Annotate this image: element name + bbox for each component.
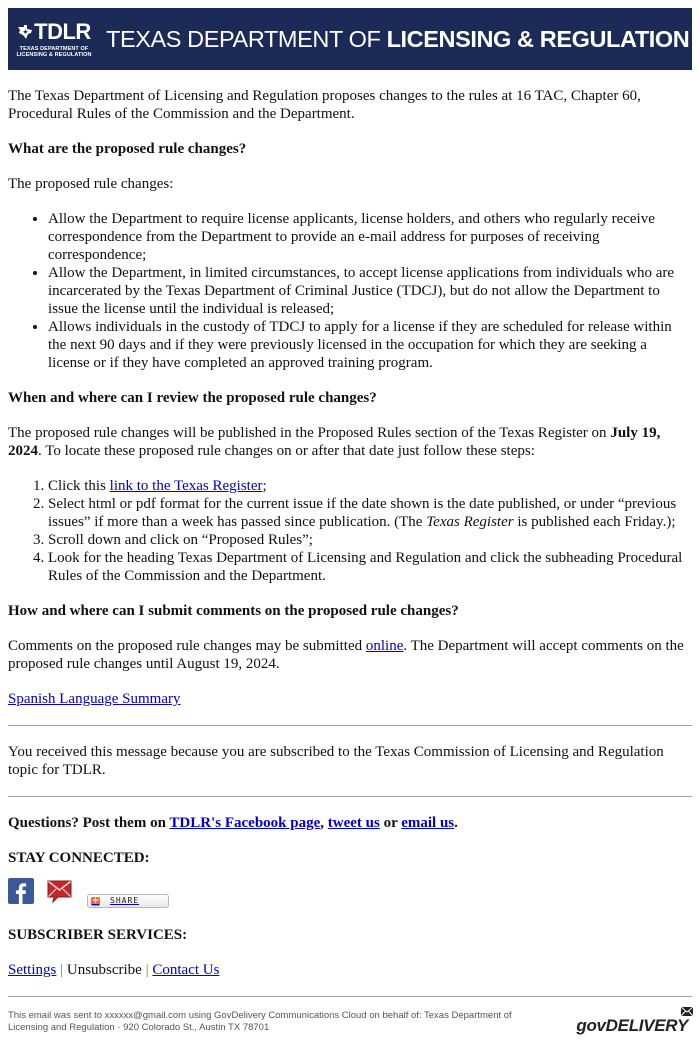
step2-italic: Texas Register bbox=[426, 514, 514, 530]
step-item bbox=[48, 477, 692, 495]
settings-link[interactable]: Settings bbox=[8, 962, 57, 978]
separator: | bbox=[141, 962, 153, 978]
banner-title-bold: LICENSING & REGULATION bbox=[386, 26, 690, 52]
texas-star-icon bbox=[17, 24, 33, 40]
review-text-before: The proposed rule changes will be published in the Proposed Rules section of the Texas Register on bbox=[8, 425, 611, 441]
logo-text: TDLR bbox=[34, 18, 91, 44]
list-item: • Allows individuals in the custody of TDCJ to apply for a license if they are scheduled for release within the next 90 days and if they were previously licensed in the occupation for which they are seeking a license or if they have completed an approved training program. bbox=[48, 318, 692, 372]
tdlr-logo bbox=[16, 16, 92, 62]
logo-subtitle-line1: TEXAS DEPARTMENT OF bbox=[19, 45, 89, 52]
plus-icon: + bbox=[91, 895, 100, 906]
questions-period: . bbox=[454, 815, 458, 831]
govdelivery-logo bbox=[576, 1017, 688, 1035]
facebook-icon[interactable] bbox=[8, 878, 34, 909]
separator: | bbox=[56, 962, 67, 978]
questions-text: Questions? Post them on bbox=[8, 815, 170, 831]
unsubscribe-link[interactable]: Unsubscribe bbox=[66, 962, 142, 978]
publication-date: July 19, 2024 bbox=[8, 425, 661, 459]
footer-text: This email was sent to xxxxxx@gmail.com using GovDelivery Communications Cloud on behalf of: Texas Department of Licensing and Regulation · 920 Colorado St., Austin TX 78701 bbox=[8, 1010, 512, 1033]
questions-comma: , bbox=[320, 815, 328, 831]
intro-paragraph: The Texas Department of Licensing and Regulation proposes changes to the rules at 16 TAC, Chapter 60, Procedural Rules of the Commission and the Department. bbox=[8, 88, 641, 122]
step-item: 3. Scroll down and click on “Proposed Rules”; bbox=[48, 531, 692, 549]
tweet-us-link[interactable]: tweet us bbox=[327, 815, 380, 831]
comments-text-before: Comments on the proposed rule changes may be submitted bbox=[8, 638, 366, 654]
list-item: • Allow the Department, in limited circumstances, to accept license applications from individuals who are incarcerated by the Texas Department of Criminal Justice (TDCJ), but do not allow the Department to issue the license until the individual is released; bbox=[48, 264, 692, 318]
list-item: • Allow the Department to require license applicants, license holders, and others who regularly receive correspondence from the Department to provide an e-mail address for purposes of receiving correspondence; bbox=[48, 210, 692, 264]
online-comments-link[interactable]: online bbox=[365, 638, 404, 654]
proposed-changes-lead: The proposed rule changes: bbox=[8, 176, 174, 192]
logo-subtitle-line2: LICENSING & REGULATION bbox=[16, 51, 92, 58]
review-text-after: . To locate these proposed rule changes on or after that date just follow these steps: bbox=[38, 443, 535, 459]
step1-suffix: ; bbox=[262, 478, 267, 494]
subscriber-services-heading: SUBSCRIBER SERVICES: bbox=[8, 927, 188, 943]
spanish-summary-paragraph bbox=[8, 690, 692, 708]
facebook-page-link[interactable]: TDLR's Facebook page bbox=[169, 815, 321, 831]
proposed-changes-list bbox=[8, 210, 692, 372]
banner-title bbox=[106, 26, 690, 52]
envelope-icon bbox=[680, 1006, 694, 1018]
divider bbox=[8, 996, 692, 997]
header-banner bbox=[8, 8, 692, 70]
email-us-link[interactable]: email us bbox=[401, 815, 455, 831]
comments-paragraph bbox=[8, 637, 692, 673]
step-item bbox=[48, 495, 692, 531]
section-heading-review: When and where can I review the proposed rule changes? bbox=[8, 390, 377, 406]
section-heading-comments: How and where can I submit comments on the proposed rule changes? bbox=[8, 603, 459, 619]
divider bbox=[8, 796, 692, 797]
subscription-note: You received this message because you are subscribed to the Texas Commission of Licensing and Regulation topic for TDLR. bbox=[8, 744, 664, 778]
banner-title-light: TEXAS DEPARTMENT OF bbox=[106, 26, 387, 52]
step2-suffix: is published each Friday.); bbox=[513, 514, 676, 530]
questions-or: or bbox=[379, 815, 402, 831]
subscriber-services-links bbox=[8, 961, 692, 979]
texas-register-link[interactable]: link to the Texas Register bbox=[109, 478, 263, 494]
contact-us-link[interactable]: Contact Us bbox=[152, 962, 220, 978]
stay-connected-heading: STAY CONNECTED: bbox=[8, 850, 150, 866]
footer bbox=[8, 1010, 692, 1035]
step2-text: Select html or pdf format for the current issue if the date shown is the date published, or under “previous issues” if more than a week has passed since publication. (The bbox=[48, 496, 677, 530]
step1-text: Click this bbox=[48, 478, 110, 494]
email-icon[interactable] bbox=[46, 878, 73, 909]
questions-line bbox=[8, 814, 692, 832]
share-button[interactable] bbox=[87, 894, 169, 908]
review-steps-list bbox=[8, 477, 692, 585]
spanish-summary-link[interactable]: Spanish Language Summary bbox=[8, 691, 181, 707]
social-links bbox=[8, 881, 692, 909]
section-heading-proposed-changes: What are the proposed rule changes? bbox=[8, 141, 247, 157]
divider bbox=[8, 725, 692, 726]
comments-text-after: . The Department will accept comments on the proposed rule changes until August 19, 2024. bbox=[8, 638, 684, 672]
govdelivery-brand: govDELIVERY bbox=[576, 1016, 688, 1035]
review-paragraph bbox=[8, 424, 692, 460]
share-label: SHARE bbox=[110, 896, 140, 905]
step-item: 4. Look for the heading Texas Department of Licensing and Regulation and click the subheading Procedural Rules of the Commission and the Department. bbox=[48, 549, 692, 585]
